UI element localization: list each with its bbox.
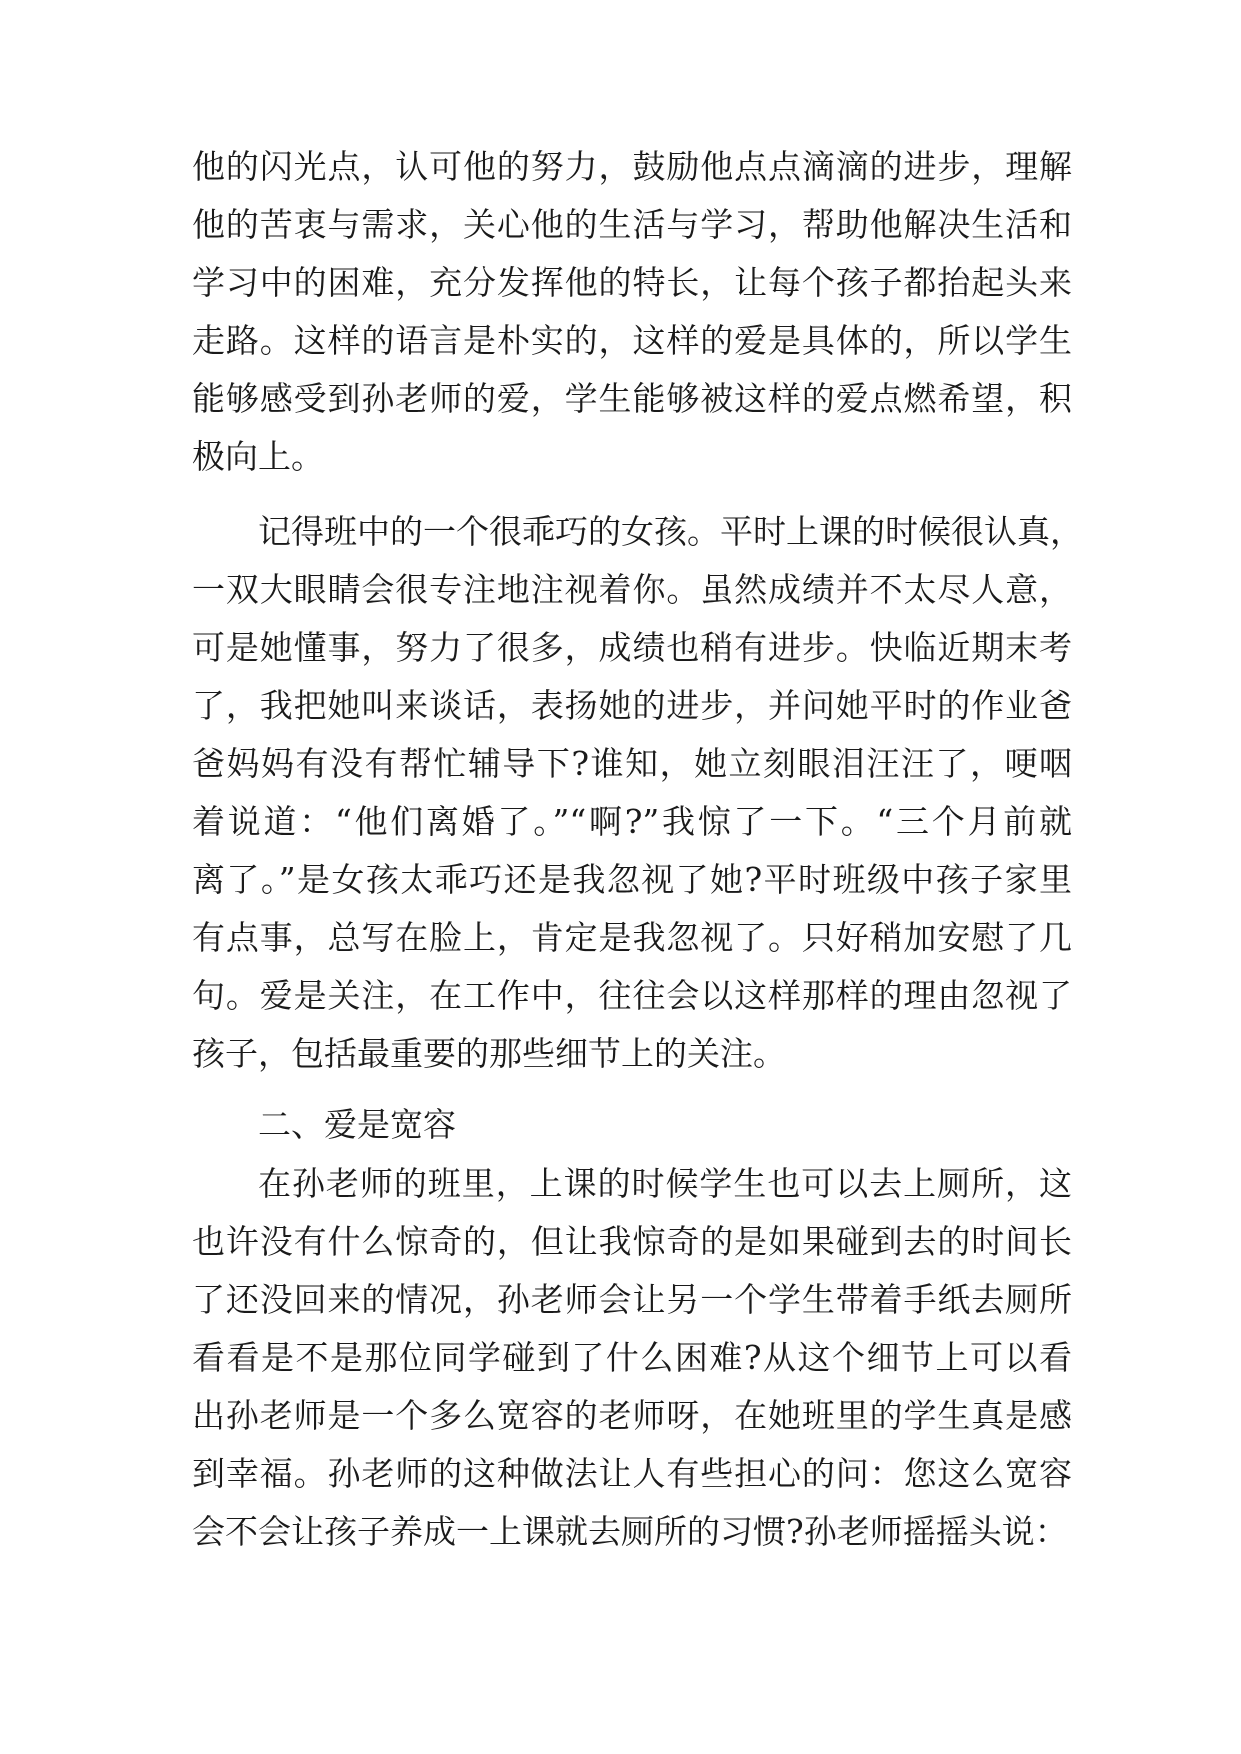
section-heading: 二、爱是宽容 — [258, 1105, 456, 1144]
section-heading-block — [192, 1096, 1072, 1154]
text-line: 出孙老师是一个多么宽容的老师呀，在她班里的学生真是感 — [192, 1396, 1072, 1435]
text-line: 在孙老师的班里，上课的时候学生也可以去上厕所，这 — [258, 1164, 1072, 1203]
text-line: 能够感受到孙老师的爱，学生能够被这样的爱点燃希望，积 — [192, 379, 1072, 418]
paragraph-well-behaved-girl — [192, 503, 1083, 1083]
text-line: 有点事，总写在脸上，肯定是我忽视了。只好稍加安慰了几 — [192, 918, 1072, 957]
text-line: 着说道：“他们离婚了。”“啊?”我惊了一下。“三个月前就 — [192, 802, 1072, 841]
paragraph-love-is-tolerance — [192, 1155, 1072, 1561]
text-line: 可是她懂事，努力了很多，成绩也稍有进步。快临近期末考 — [192, 628, 1072, 667]
text-line: 极向上。 — [192, 437, 324, 476]
text-line: 会不会让孩子养成一上课就去厕所的习惯?孙老师摇摇头说： — [192, 1512, 1068, 1551]
text-line: 也许没有什么惊奇的，但让我惊奇的是如果碰到去的时间长 — [192, 1222, 1072, 1261]
text-line: 他的苦衷与需求，关心他的生活与学习，帮助他解决生活和 — [192, 205, 1072, 244]
text-line: 了，我把她叫来谈话，表扬她的进步，并问她平时的作业爸 — [192, 686, 1072, 725]
paragraph-love-is-specific — [192, 138, 1072, 486]
text-line: 离了。”是女孩太乖巧还是我忽视了她?平时班级中孩子家里 — [192, 860, 1072, 899]
text-line: 了还没回来的情况，孙老师会让另一个学生带着手纸去厕所 — [192, 1280, 1072, 1319]
text-line: 孩子，包括最重要的那些细节上的关注。 — [192, 1034, 786, 1073]
text-line: 记得班中的一个很乖巧的女孩。平时上课的时候很认真， — [258, 512, 1083, 551]
text-line: 他的闪光点，认可他的努力，鼓励他点点滴滴的进步，理解 — [192, 147, 1072, 186]
text-line: 到幸福。孙老师的这种做法让人有些担心的问：您这么宽容 — [192, 1454, 1072, 1493]
text-line: 一双大眼睛会很专注地注视着你。虽然成绩并不太尽人意， — [192, 570, 1072, 609]
text-line: 学习中的困难，充分发挥他的特长，让每个孩子都抬起头来 — [192, 263, 1072, 302]
text-line: 看看是不是那位同学碰到了什么困难?从这个细节上可以看 — [192, 1338, 1072, 1377]
text-line: 走路。这样的语言是朴实的，这样的爱是具体的，所以学生 — [192, 321, 1072, 360]
text-line: 句。爱是关注，在工作中，往往会以这样那样的理由忽视了 — [192, 976, 1072, 1015]
text-line: 爸妈妈有没有帮忙辅导下?谁知，她立刻眼泪汪汪了，哽咽 — [192, 744, 1072, 783]
